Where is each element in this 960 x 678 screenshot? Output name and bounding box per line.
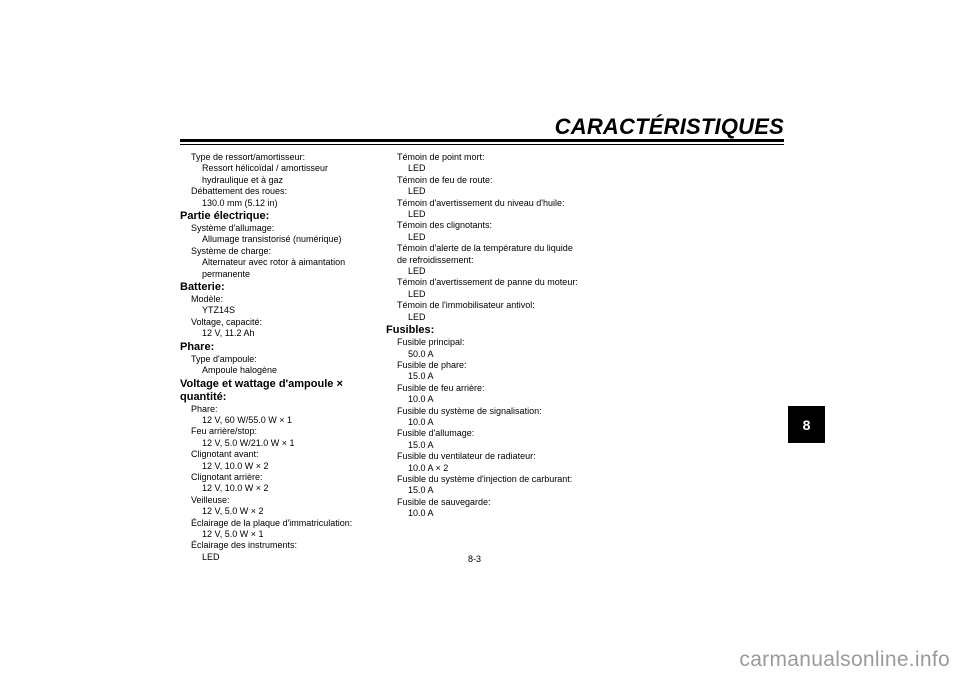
title-rule-thin [180, 144, 784, 145]
spec-label: Clignotant arrière: [191, 471, 263, 482]
spec-label: Modèle: [191, 294, 224, 305]
section-heading: Partie électrique: [180, 210, 270, 223]
spec-label: Témoin d'avertissement du niveau d'huile: [397, 197, 565, 208]
spec-value: 10.0 A × 2 [408, 462, 449, 473]
spec-label: Fusible de sauvegarde: [397, 496, 491, 507]
left-spec-column [180, 152, 380, 563]
spec-value: LED [408, 266, 426, 277]
spec-label: Fusible d'allumage: [397, 428, 475, 439]
spec-value: Alternateur avec rotor à aimantation [202, 257, 346, 268]
chapter-tab[interactable]: 8 [788, 406, 825, 443]
spec-label: Voltage, capacité: [191, 316, 263, 327]
spec-value: LED [408, 186, 426, 197]
spec-label: Veilleuse: [191, 494, 230, 505]
spec-value: LED [408, 288, 426, 299]
spec-label: Fusible de phare: [397, 359, 467, 370]
spec-value: Allumage transistorisé (numérique) [202, 234, 342, 245]
section-heading: Phare: [180, 340, 215, 353]
spec-value: 15.0 A [408, 485, 434, 496]
spec-label: Fusible principal: [397, 337, 465, 348]
spec-label: Témoin de feu de route: [397, 174, 493, 185]
spec-value: YTZ14S [202, 305, 236, 316]
section-heading: Fusibles: [386, 324, 435, 337]
spec-value: 130.0 mm (5.12 in) [202, 197, 278, 208]
spec-label: de refroidissement: [397, 254, 474, 265]
right-spec-column [386, 152, 586, 520]
spec-label: Fusible du système d'injection de carburant: [397, 473, 573, 484]
spec-value: 12 V, 5.0 W × 1 [202, 528, 264, 539]
spec-value: 12 V, 11.2 Ah [202, 328, 255, 339]
spec-label: Type d'ampoule: [191, 353, 257, 364]
spec-label: Débattement des roues: [191, 186, 288, 197]
spec-value: 15.0 A [408, 439, 434, 450]
section-heading: Batterie: [180, 281, 225, 294]
spec-value: Ampoule halogène [202, 365, 278, 376]
spec-label: Éclairage des instruments: [191, 540, 298, 551]
watermark: carmanualsonline.info [739, 648, 950, 671]
spec-value: LED [408, 231, 426, 242]
spec-label: Témoin d'alerte de la température du liquide [397, 243, 573, 254]
page-title: CARACTÉRISTIQUES [554, 114, 784, 139]
spec-value: 50.0 A [408, 348, 434, 359]
spec-value: 10.0 A [408, 508, 434, 519]
spec-label: Témoin de l'immobilisateur antivol: [397, 300, 535, 311]
spec-label: Système d'allumage: [191, 223, 275, 234]
spec-label: Phare: [191, 403, 218, 414]
spec-label: Témoin de point mort: [397, 152, 485, 162]
spec-label: Témoin d'avertissement de panne du moteur: [397, 277, 578, 288]
spec-value: 12 V, 5.0 W × 2 [202, 506, 264, 517]
spec-label: Feu arrière/stop: [191, 426, 258, 437]
spec-value: 12 V, 60 W/55.0 W × 1 [202, 414, 292, 425]
spec-value: LED [408, 163, 426, 174]
spec-value: LED [202, 551, 220, 562]
page-number: 8-3 [468, 554, 482, 564]
spec-label: Fusible de feu arrière: [397, 382, 485, 393]
spec-value: 10.0 A [408, 416, 434, 427]
spec-value: LED [408, 311, 426, 322]
spec-value: 10.0 A [408, 394, 434, 405]
spec-value: 12 V, 5.0 W/21.0 W × 1 [202, 437, 295, 448]
title-rule-thick [180, 139, 784, 142]
spec-label: Clignotant avant: [191, 449, 259, 460]
spec-value: 12 V, 10.0 W × 2 [202, 460, 269, 471]
spec-value: 15.0 A [408, 371, 434, 382]
spec-value: Ressort hélicoïdal / amortisseur [202, 163, 329, 174]
spec-label: Témoin des clignotants: [397, 220, 493, 231]
spec-value: 12 V, 10.0 W × 2 [202, 483, 269, 494]
spec-value: permanente [202, 268, 251, 279]
spec-value: LED [408, 209, 426, 220]
spec-label: Type de ressort/amortisseur: [191, 152, 306, 162]
spec-label: Système de charge: [191, 245, 272, 256]
section-heading: Voltage et wattage d'ampoule × quantité: [180, 377, 343, 403]
spec-label: Fusible du ventilateur de radiateur: [397, 451, 536, 462]
spec-label: Éclairage de la plaque d'immatriculation: [191, 517, 353, 528]
spec-value: hydraulique et à gaz [202, 174, 284, 185]
spec-label: Fusible du système de signalisation: [397, 405, 542, 416]
